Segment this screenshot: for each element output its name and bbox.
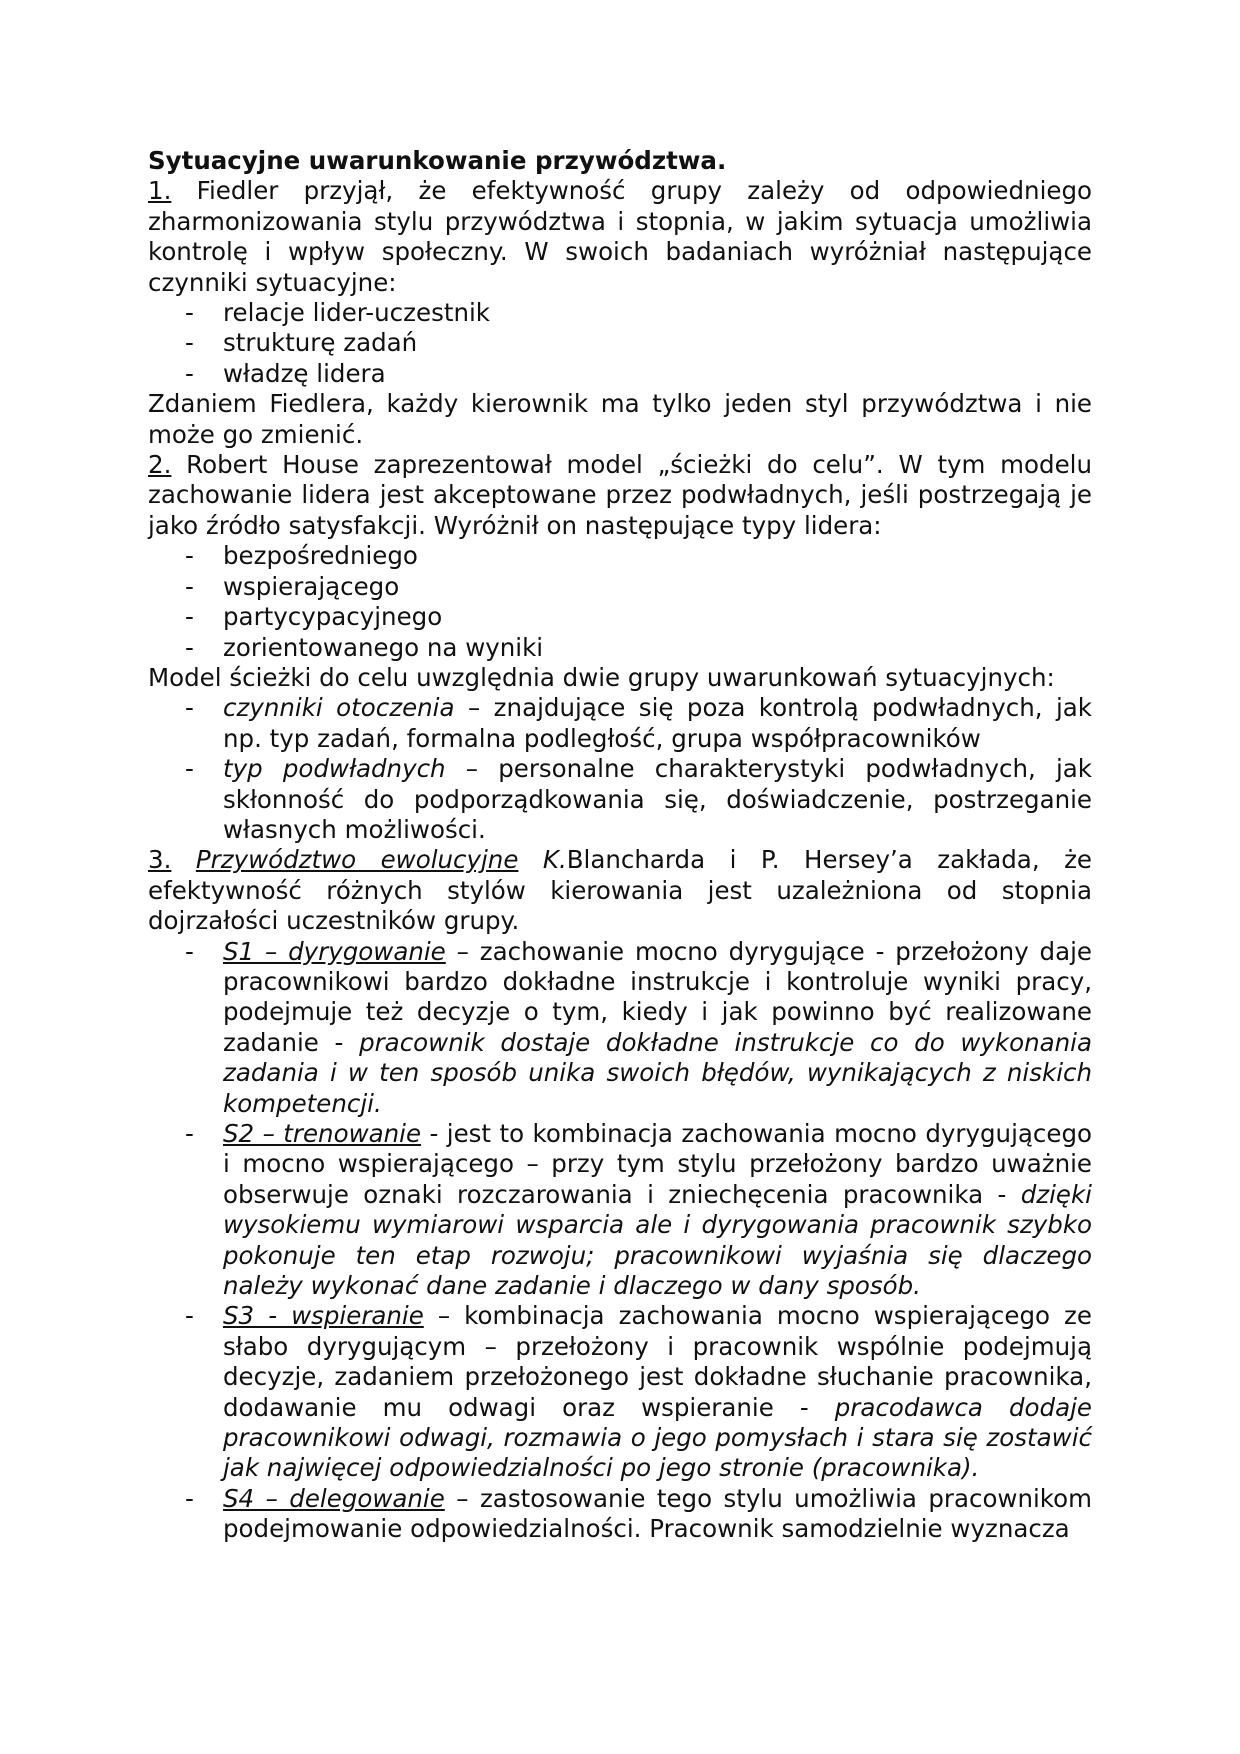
list-item: - relacje lider-uczestnik (148, 298, 1092, 328)
list-item (148, 693, 1092, 754)
style-label: S1 – dyrygowanie (223, 936, 446, 966)
section-3-intro (148, 845, 1092, 936)
list-item (148, 1484, 1092, 1545)
conditions-list (148, 693, 1092, 845)
style-label: S3 - wspieranie (223, 1301, 424, 1331)
section-number: 3. (148, 845, 172, 875)
list-item: - bezpośredniego (148, 541, 1092, 571)
list-item (148, 754, 1092, 845)
model-name: Przywództwo ewolucyjne (195, 845, 519, 875)
term: typ podwładnych (223, 754, 446, 784)
style-label: S2 – trenowanie (223, 1119, 422, 1148)
section-number: 2. (148, 450, 172, 480)
section-1-intro (148, 176, 1092, 298)
document-title: Sytuacyjne uwarunkowanie przywództwa. (148, 146, 727, 175)
section-2-intro (148, 450, 1092, 541)
leadership-styles-list (148, 937, 1092, 1545)
list-item: - strukturę zadań (148, 328, 1092, 358)
term-description: – personalne charakterystyki podwładnych, jak skłonność do podporządkowania się, doświadczenie, postrzeganie własnych możliwości. (223, 754, 1092, 844)
section-text: Blancharda i P. Hersey’a zakłada, że efektywność różnych stylów kierowania jest uzależniona od stopnia dojrzałości uczestników grupy. (148, 845, 1092, 936)
style-description: – zastosowanie tego stylu umożliwia pracownikom podejmowanie odpowiedzialności. Pracownik samodzielnie wyznacza (223, 1483, 1092, 1544)
author-initial: K. (542, 845, 567, 875)
list-item: - wspierającego (148, 572, 1092, 602)
list-item (148, 937, 1092, 1119)
list-item: - władzę lidera (148, 359, 1092, 389)
style-description: – zachowanie mocno dyrygujące - przełożony daje pracownikowi bardzo dokładne instrukcje i kontroluje wyniki pracy, podejmuje też decyzje o tym, kiedy i jak powinno być realizowane zadanie - (223, 936, 1093, 1057)
section-number: 1. (148, 176, 172, 206)
style-description: – kombinacja zachowania mocno wspierającego ze słabo dyrygującym – przełożony i pracownik wspólnie podejmują decyzje, zadaniem przełożonego jest dokładne słuchanie pracownika, dodawanie mu odwagi oraz wspieranie - (223, 1301, 1092, 1422)
section-text: Robert House zaprezentował model „ścieżki do celu”. W tym modelu zachowanie lidera jest akceptowane przez podwładnych, jeśli postrzegają je jako źródło satysfakcji. Wyróżnił on następujące typy lidera: (148, 450, 1092, 540)
style-effect: dzięki wysokiemu wymiarowi wsparcia ale i dyrygowania pracownik szybko pokonuje ten etap rozwoju; pracownikowi wyjaśnia się dlaczego należy wykonać dane zadanie i dlaczego w dany sposób. (223, 1179, 1092, 1301)
style-label: S4 – delegowanie (223, 1483, 445, 1513)
list-item (148, 1301, 1092, 1483)
document-body (148, 146, 1092, 1545)
list-item (148, 1119, 1092, 1301)
term: czynniki otoczenia (223, 693, 455, 723)
conditions-intro: Model ścieżki do celu uwzględnia dwie grupy uwarunkowań sytuacyjnych: (148, 662, 1055, 692)
style-effect: pracownik dostaje dokładne instrukcje co do wykonania zadania i w ten sposób unika swoich błędów, wynikających z niskich kompetencji. (223, 1027, 1092, 1118)
list-item: - partycypacyjnego (148, 602, 1092, 632)
section-1-conclusion: Zdaniem Fiedlera, każdy kierownik ma tylko jeden styl przywództwa i nie może go zmienić. (148, 389, 1092, 449)
term-description: – znajdujące się poza kontrolą podwładnych, jak np. typ zadań, formalna podległość, grupa współpracowników (223, 693, 1092, 753)
leader-types-list (148, 541, 1092, 663)
style-effect: pracodawca dodaje pracownikowi odwagi, rozmawia o jego pomysłach i stara się zostawić jak najwięcej odpowiedzialności po jego stronie (pracownika). (223, 1392, 1092, 1483)
section-text: Fiedler przyjął, że efektywność grupy zależy od odpowiedniego zharmonizowania stylu przywództwa i stopnia, w jakim sytuacja umożliwia kontrolę i wpływ społeczny. W swoich badaniach wyróżniał następujące czynniki sytuacyjne: (148, 176, 1092, 297)
list-item: - zorientowanego na wyniki (148, 633, 1092, 663)
situational-factors-list (148, 298, 1092, 389)
style-description: - jest to kombinacja zachowania mocno dyrygującego i mocno wspierającego – przy tym stylu przełożony bardzo uważnie obserwuje oznaki rozczarowania i zniechęcenia pracownika - (223, 1119, 1092, 1209)
